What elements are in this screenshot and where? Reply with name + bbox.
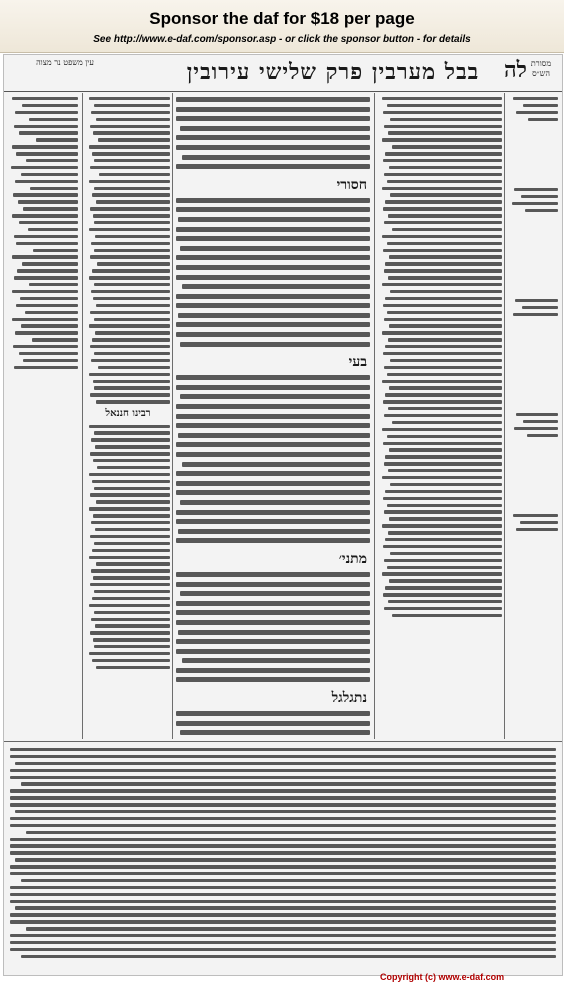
ein-mishpat-heading: עין משפט נר מצוה xyxy=(36,58,94,67)
gemara-column xyxy=(176,97,370,737)
bottom-commentary xyxy=(4,741,562,976)
column-rule xyxy=(504,93,505,739)
gemara-heading-word: בעי xyxy=(346,354,370,371)
sponsor-banner-title[interactable]: Sponsor the daf for $18 per page xyxy=(149,9,415,28)
column-rule xyxy=(374,93,375,739)
folio-number: לה xyxy=(504,57,527,83)
sponsor-banner[interactable] xyxy=(0,0,564,53)
rabbeinu-chananel-title: רבינו חננאל xyxy=(105,407,151,419)
sponsor-banner-subtitle[interactable]: See http://www.e-daf.com/sponsor.asp - or click the sponsor button - for details xyxy=(93,34,471,45)
running-title: בבל מערבין פרק שלישי עירובין xyxy=(186,59,480,85)
column-rule xyxy=(82,93,83,739)
gemara-heading-word: מתני׳ xyxy=(336,551,370,568)
copyright-notice[interactable]: Copyright (c) www.e-daf.com xyxy=(380,972,505,982)
gemara-heading-word: נתגלגל xyxy=(329,690,370,707)
masoret-hashas-heading: מסורת הש״ס xyxy=(530,59,552,78)
ein-mishpat-column xyxy=(8,97,78,377)
masoret-hashas-column xyxy=(508,97,558,737)
column-rule xyxy=(172,93,173,739)
left-commentary-column xyxy=(86,97,170,737)
talmud-page-image xyxy=(3,54,563,976)
gemara-heading-word: חסורי xyxy=(334,177,370,194)
page-header xyxy=(4,55,562,92)
rashi-column xyxy=(378,97,502,737)
